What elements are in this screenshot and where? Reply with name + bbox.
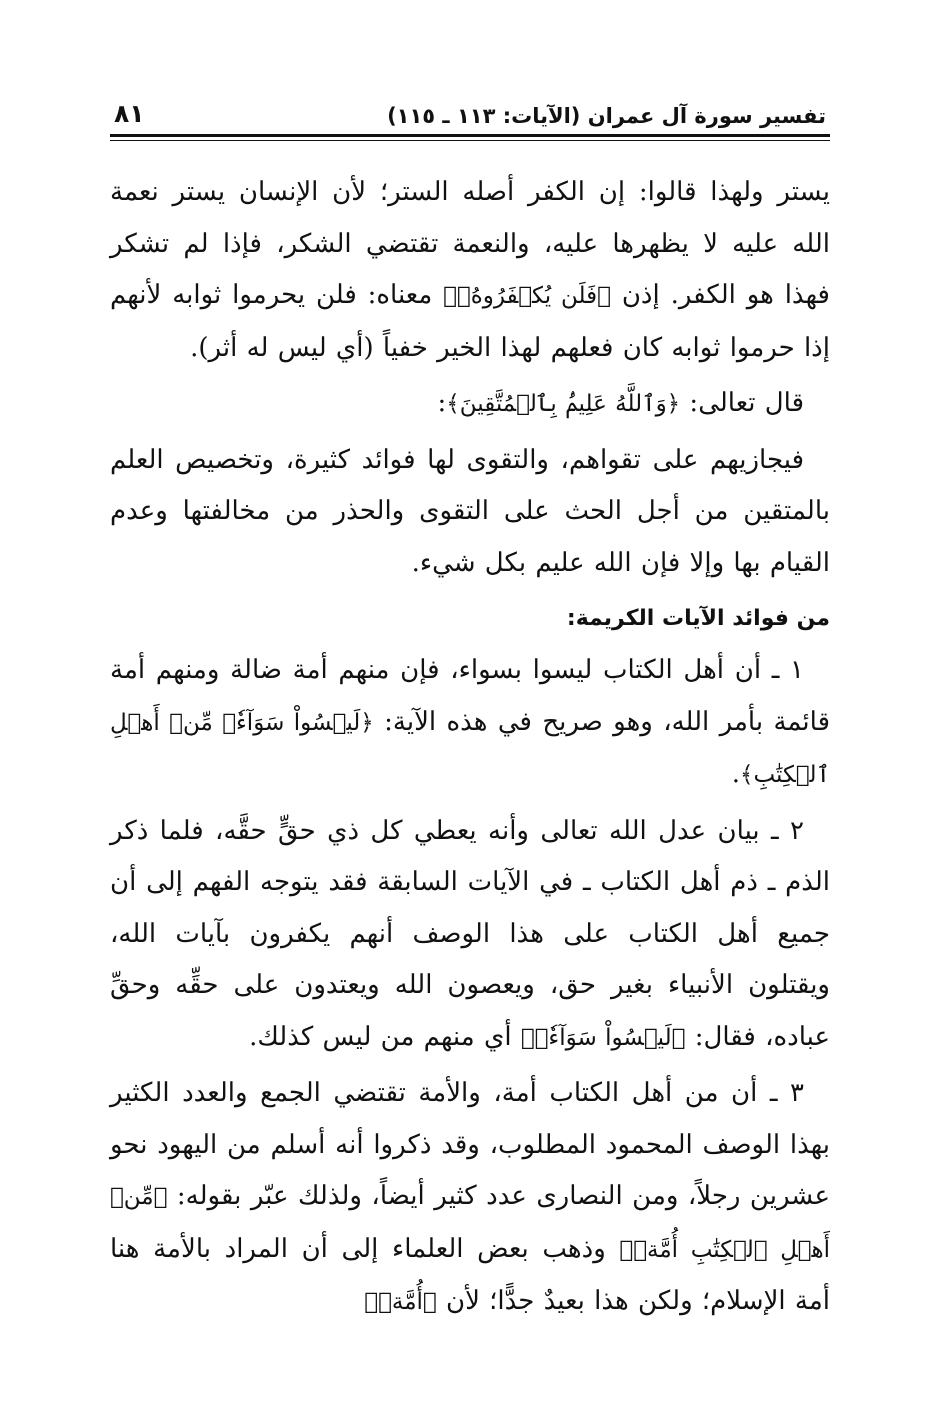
paragraph-2-text-a: قال تعالى: — [680, 388, 804, 418]
paragraph-6-text-b: وذهب بعض العلماء إلى أن المراد بالأمة هنا أمة الإسلام؛ ولكن هذا بعيدٌ جدًّا؛ لأن — [110, 1233, 830, 1316]
paragraph-3: فيجازيهم على تقواهم، والتقوى لها فوائد كثيرة، وتخصيص العلم بالمتقين من أجل الحث على التقوى والحذر من مخالفتها وعدم القيام بها وإلا فإن الله عليم بكل شيء. — [110, 444, 830, 578]
paragraph-4 — [110, 645, 830, 802]
quran-quote: ﴿وَٱللَّهُ عَلِيمُۢ بِٱلۡمُتَّقِينَ﴾ — [446, 391, 681, 417]
paragraph-1 — [110, 167, 830, 374]
paragraph-6 — [110, 1068, 830, 1329]
quran-quote: ﴿لَيۡسُواْ سَوَآءٗۗ مِّنۡ أَهۡلِ ٱلۡكِتَٰبِ﴾ — [110, 709, 830, 788]
quran-quote: ﴿أُمَّةٞ﴾ — [364, 1289, 437, 1315]
paragraph-1-text-a: يستر ولهذا قالوا: إن الكفر أصله الستر؛ لأن الإنسان يستر نعمة الله عليه لا يظهرها عليه، والنعمة تقتضي الشكر، فإذا لم تشكر فهذا هو الكفر. إذن — [110, 177, 830, 310]
paragraph-2-text-b: : — [437, 388, 447, 418]
paragraph-5-text-a: ٢ ـ بيان عدل الله تعالى وأنه يعطي كل ذي حقٍّ حقَّه، فلما ذكر الذم ـ ذم أهل الكتاب ـ في الآيات السابقة فقد يتوجه الفهم إلى أن جميع أهل الكتاب على هذا الوصف أنهم يكفرون بآيات الله، ويقتلون الأنبياء بغير حق، ويعصون الله ويعتدون على حقِّه وحقِّ عباده، فقال: — [110, 815, 830, 1052]
book-page — [110, 84, 830, 1333]
header-rule-thick — [110, 134, 830, 137]
paragraph-5 — [110, 806, 830, 1065]
quran-quote: ﴿لَيۡسُواْ سَوَآءٗۗ﴾ — [520, 1024, 686, 1051]
paragraph-1-text-b: معناه: فلن يحرموا ثوابه لأنهم إذا حرموا ثوابه كان فعلهم لهذا الخير خفياً (أي ليس له أثر). — [110, 280, 830, 363]
page-number: ٨١ — [114, 99, 145, 128]
running-title: تفسير سورة آل عمران (الآيات: ١١٣ ـ ١١٥) — [387, 104, 826, 128]
quran-quote: ﴿مِّنۡ أَهۡلِ ٱلۡكِتَٰبِ أُمَّةٞ﴾ — [110, 1184, 830, 1263]
paragraph-4-text-b: . — [731, 759, 740, 789]
page-body — [110, 167, 830, 1329]
page-header — [110, 84, 830, 128]
section-heading: من فوائد الآيات الكريمة: — [566, 606, 830, 631]
header-rule-thin — [110, 140, 830, 141]
paragraph-5-text-b: أي منهم من ليس كذلك. — [249, 1021, 521, 1052]
paragraph-2 — [110, 378, 830, 431]
paragraph-6-text-a: ٣ ـ أن من أهل الكتاب أمة، والأمة تقتضي الجمع والعدد الكثير بهذا الوصف المحمود المطلوب، وقد ذكروا أنه أسلم من اليهود نحو عشرين رجلاً، ومن النصارى عدد كثير أيضاً، ولذلك عبّر بقوله: — [110, 1078, 830, 1211]
quran-quote: ﴿فَلَن يُكۡفَرُوهُۗ﴾ — [443, 283, 611, 309]
paragraph-4-text-a: ١ ـ أن أهل الكتاب ليسوا بسواء، فإن منهم أمة ضالة ومنهم أمة قائمة بأمر الله، وهو صريح في هذه الآية: — [110, 655, 831, 737]
